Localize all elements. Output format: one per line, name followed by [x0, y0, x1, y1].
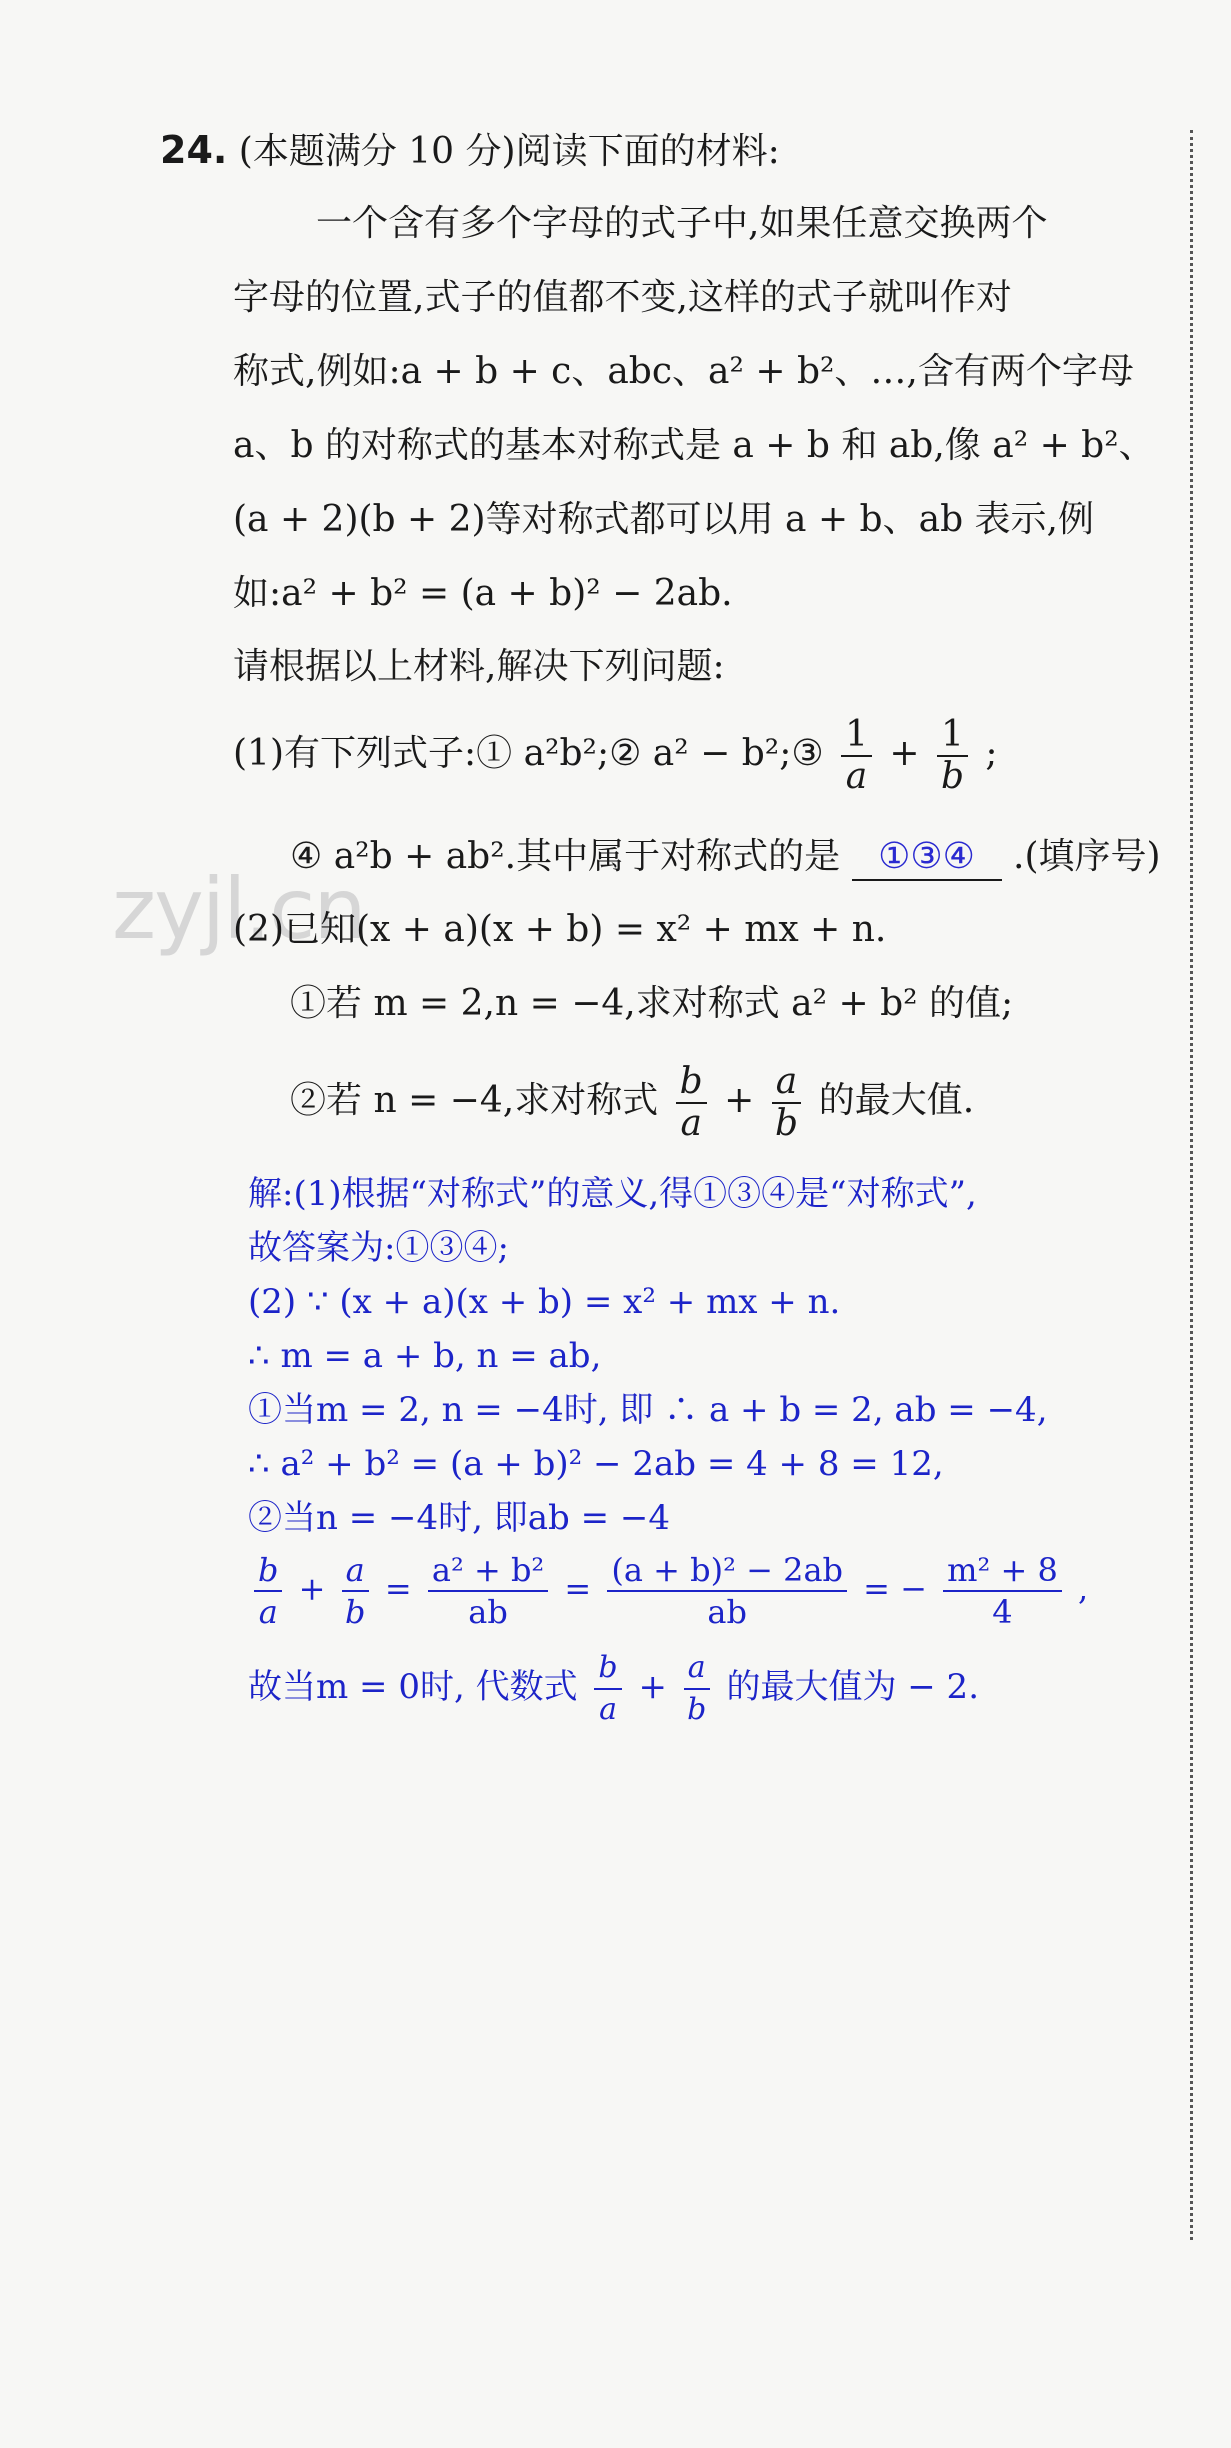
sol-final-frac-a-b: $\frac{a}{b}$ — [684, 1648, 710, 1730]
solution-line-8 — [248, 1550, 1088, 1632]
solution-line-9 — [248, 1648, 979, 1730]
material-line-4: a、b 的对称式的基本对称式是 a + b 和 ab,像 a² + b²、 — [233, 425, 1155, 466]
question-number: 24. — [160, 128, 228, 172]
fraction-b-over-a: $\frac{b}{a}$ — [676, 1062, 707, 1144]
watermark: zyjl.cn — [112, 860, 365, 958]
part2-line: (2)已知(x + a)(x + b) = x² + mx + n. — [233, 909, 887, 950]
solution-line-2: 故答案为:①③④; — [248, 1228, 509, 1268]
solution-line-9-prefix: 故当m = 0时, 代数式 — [248, 1667, 578, 1707]
sol-frac-m: $\frac{\text{m² + 8}}{4}$ — [943, 1550, 1062, 1632]
plus-sign: + — [889, 733, 920, 774]
prompt-text: 请根据以上材料,解决下列问题: — [233, 646, 725, 687]
part1-line2 — [290, 835, 1161, 881]
material-line-3: 称式,例如:a + b + c、abc、a² + b²、…,含有两个字母 — [233, 351, 1134, 392]
comma: , — [1078, 1569, 1089, 1608]
part1-line1-prefix: (1)有下列式子:① a²b²;② a² − b²;③ — [233, 733, 824, 774]
semicolon: ; — [985, 733, 998, 774]
question-header — [160, 128, 780, 174]
material-line-6: 如:a² + b² = (a + b)² − 2ab. — [233, 573, 733, 614]
material-line-5: (a + 2)(b + 2)等对称式都可以用 a + b、ab 表示,例 — [233, 499, 1094, 540]
part1-answer-blank: ①③④ — [852, 835, 1002, 881]
part2-sub2 — [290, 1062, 974, 1144]
sol-frac-b-a: $\frac{b}{a}$ — [254, 1550, 282, 1632]
equals-minus-sign: = − — [863, 1569, 927, 1608]
solution-line-3: (2) ∵ (x + a)(x + b) = x² + mx + n. — [248, 1282, 841, 1322]
material-line-2: 字母的位置,式子的值都不变,这样的式子就叫作对 — [233, 277, 1012, 318]
question-header-text: (本题满分 10 分)阅读下面的材料: — [238, 131, 780, 172]
equals-sign: = — [384, 1569, 412, 1608]
solution-line-7: ②当n = −4时, 即ab = −4 — [248, 1498, 670, 1538]
plus-sign: + — [638, 1667, 667, 1707]
sol-final-frac-b-a: $\frac{b}{a}$ — [594, 1648, 621, 1730]
margin-dotted-line — [1190, 130, 1193, 2240]
sol-frac-sumsq-ab: $\frac{\text{a² + b²}}{ab}$ — [428, 1550, 548, 1632]
fraction-a-over-b: $\frac{a}{b}$ — [772, 1062, 801, 1144]
part2-sub2-prefix: ②若 n = −4,求对称式 — [290, 1080, 659, 1121]
plus-sign: + — [724, 1080, 755, 1121]
material-line-1: 一个含有多个字母的式子中,如果任意交换两个 — [316, 203, 1048, 244]
solution-line-5: ①当m = 2, n = −4时, 即 ∴ a + b = 2, ab = −4, — [248, 1390, 1048, 1430]
part1-line1 — [233, 715, 998, 797]
fraction-1-over-b: $\frac{1}{b}$ — [937, 715, 968, 797]
solution-line-1: 解:(1)根据“对称式”的意义,得①③④是“对称式”, — [248, 1174, 977, 1214]
solution-line-6: ∴ a² + b² = (a + b)² − 2ab = 4 + 8 = 12, — [248, 1444, 944, 1484]
sol-frac-a-b: $\frac{a}{b}$ — [342, 1550, 369, 1632]
part2-sub1: ①若 m = 2,n = −4,求对称式 a² + b² 的值; — [290, 983, 1014, 1024]
part1-line2-suffix: .(填序号) — [1013, 836, 1161, 877]
equals-sign: = — [564, 1569, 592, 1608]
fraction-1-over-a: $\frac{1}{a}$ — [841, 715, 872, 797]
part1-line2-prefix: ④ a²b + ab².其中属于对称式的是 — [290, 836, 841, 877]
part2-sub2-suffix: 的最大值. — [818, 1080, 975, 1121]
solution-line-9-suffix: 的最大值为 − 2. — [726, 1667, 979, 1707]
solution-line-4: ∴ m = a + b, n = ab, — [248, 1336, 602, 1376]
plus-sign: + — [298, 1569, 326, 1608]
sol-frac-expanded: $\frac{\text{(a + b)² − 2ab}}{ab}$ — [607, 1550, 847, 1632]
